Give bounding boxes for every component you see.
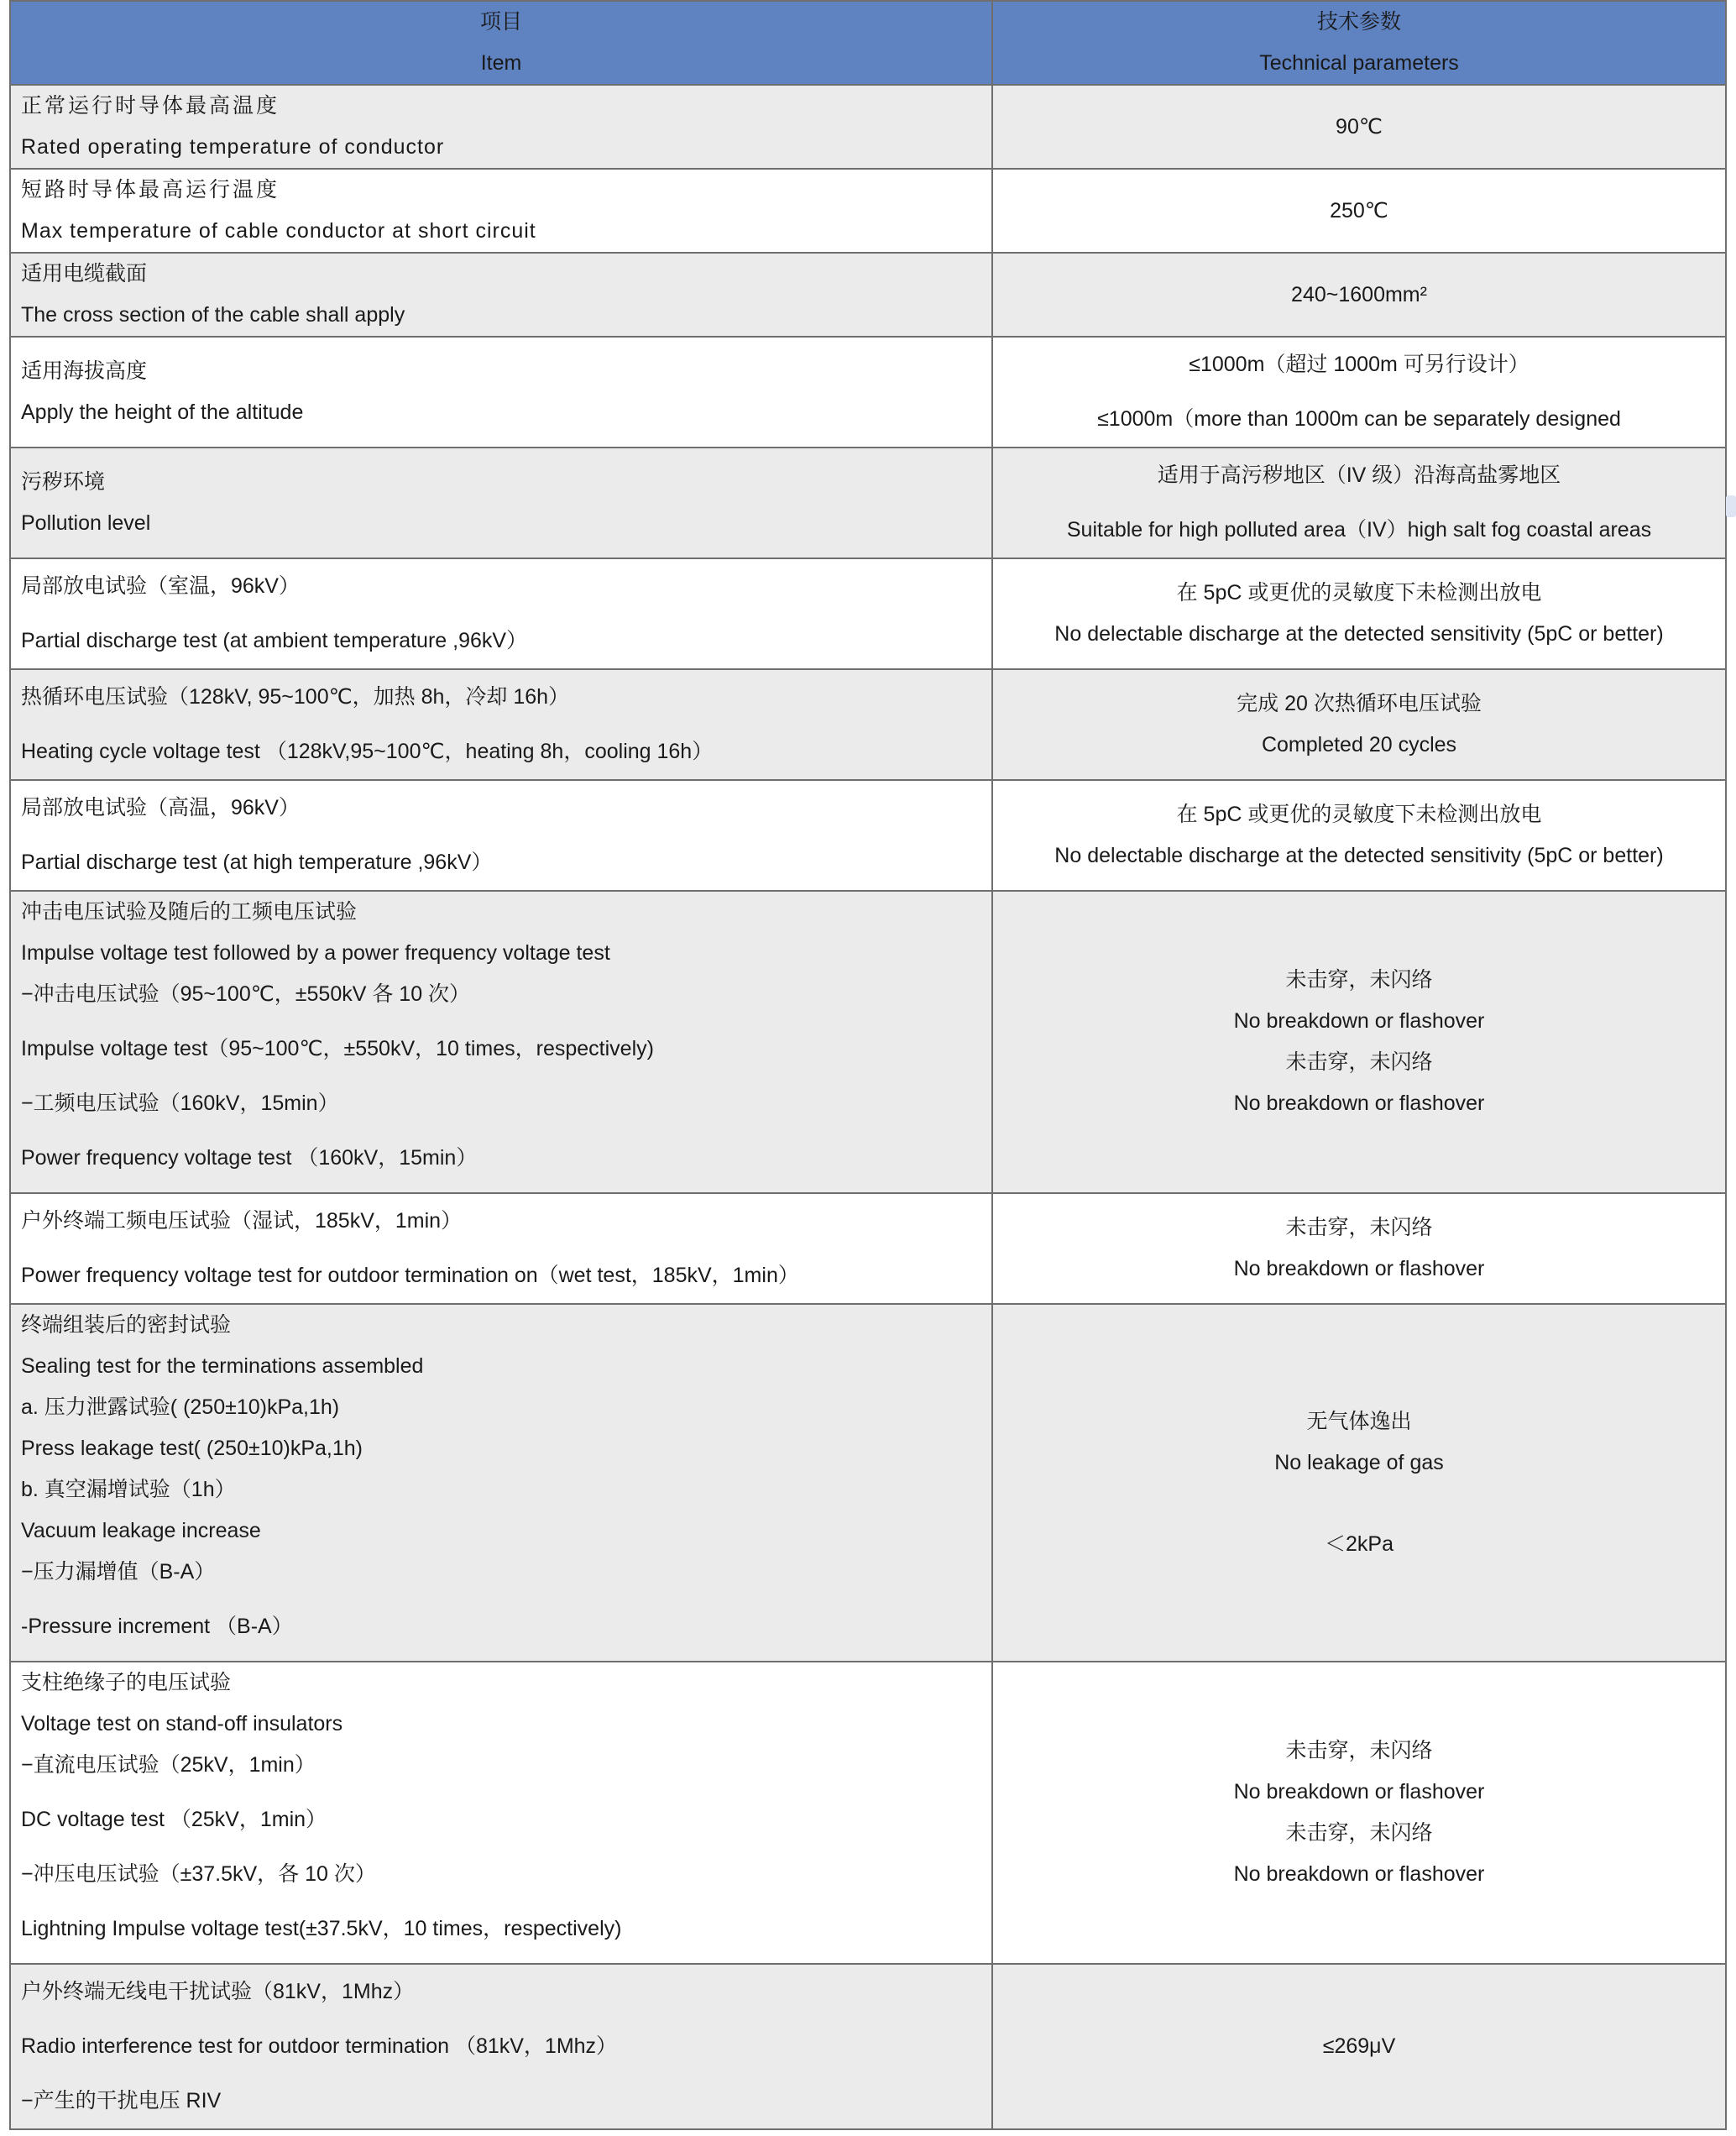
item-line: 局部放电试验（室温，96kV）	[21, 574, 300, 598]
technical-parameters-sheet	[9, 0, 1725, 2130]
param-line: 未击穿，未闪络	[1285, 1821, 1433, 1845]
param-cell	[992, 558, 1726, 669]
table-header-row	[10, 1, 1726, 85]
item-cell	[10, 891, 992, 1193]
item-line: Radio interference test for outdoor termination （81kV，1Mhz）	[21, 2034, 618, 2058]
item-line: Power frequency voltage test for outdoor termination on（wet test，185kV，1min）	[21, 1264, 799, 1287]
item-line: b. 真空漏增试验（1h）	[21, 1478, 236, 1501]
param-line: 未击穿，未闪络	[1285, 1050, 1433, 1074]
header-item	[10, 1, 992, 85]
param-line: No breakdown or flashover	[1233, 1092, 1485, 1115]
table-row	[10, 1304, 1726, 1662]
item-line: 终端组装后的密封试验	[21, 1313, 232, 1337]
item-line: Lightning Impulse voltage test(±37.5kV，10 times，respectively)	[21, 1917, 622, 1940]
item-line: Heating cycle voltage test （128kV,95~100℃，heating 8h，cooling 16h）	[21, 740, 714, 763]
item-line: 局部放电试验（高温，96kV）	[21, 796, 300, 819]
param-line: 在 5pC 或更优的灵敏度下未检测出放电	[1176, 581, 1542, 605]
param-line: 240~1600mm²	[1291, 282, 1427, 306]
item-line: Partial discharge test (at ambient temperature ,96kV）	[21, 629, 528, 652]
table-row	[10, 169, 1726, 253]
param-cell	[992, 1193, 1726, 1304]
param-line: No delectable discharge at the detected sensitivity (5pC or better)	[1054, 844, 1664, 867]
param-cell	[992, 1964, 1726, 2129]
param-line: Completed 20 cycles	[1261, 733, 1457, 756]
param-cell	[992, 253, 1726, 337]
param-line: 未击穿，未闪络	[1285, 968, 1433, 992]
header-param-cn: 技术参数	[1316, 10, 1401, 34]
item-cell	[10, 1964, 992, 2129]
item-cell	[10, 337, 992, 448]
item-line: Max temperature of cable conductor at short circuit	[21, 219, 536, 243]
item-line: −冲击电压试验（95~100℃，±550kV 各 10 次）	[21, 982, 471, 1006]
item-cell	[10, 1662, 992, 1964]
item-line: Pollution level	[21, 511, 151, 535]
page-edge-mark	[1726, 495, 1736, 517]
table-row	[10, 558, 1726, 669]
item-cell	[10, 780, 992, 891]
param-line: No delectable discharge at the detected sensitivity (5pC or better)	[1054, 622, 1664, 646]
param-cell	[992, 669, 1726, 780]
param-line: ≤269μV	[1322, 2034, 1396, 2058]
param-line: ≤1000m（more than 1000m can be separately designed	[1097, 407, 1621, 431]
item-cell	[10, 1304, 992, 1662]
param-line: 250℃	[1330, 198, 1388, 222]
item-line: Rated operating temperature of conductor	[21, 135, 445, 159]
param-line: 完成 20 次热循环电压试验	[1237, 692, 1482, 715]
item-cell	[10, 558, 992, 669]
param-line: No breakdown or flashover	[1233, 1862, 1485, 1886]
item-cell	[10, 253, 992, 337]
param-cell	[992, 780, 1726, 891]
param-line: 未击穿，未闪络	[1285, 1739, 1433, 1762]
param-line: No breakdown or flashover	[1233, 1009, 1485, 1033]
item-cell	[10, 1193, 992, 1304]
item-cell	[10, 169, 992, 253]
header-param-en: Technical parameters	[1259, 51, 1459, 75]
item-line: 户外终端无线电干扰试验（81kV，1Mhz）	[21, 1980, 415, 2003]
item-line: Apply the height of the altitude	[21, 400, 304, 424]
param-line: 适用于高污秽地区（IV 级）沿海高盐雾地区	[1157, 463, 1561, 487]
param-cell	[992, 169, 1726, 253]
param-cell	[992, 1662, 1726, 1964]
param-line: 无气体逸出	[1306, 1409, 1412, 1433]
item-line: Partial discharge test (at high temperature ,96kV）	[21, 851, 493, 874]
item-line: 户外终端工频电压试验（湿试，185kV，1min）	[21, 1209, 463, 1233]
item-line: -Pressure increment （B-A）	[21, 1615, 293, 1638]
header-item-cn: 项目	[479, 10, 522, 34]
item-line: −工频电压试验（160kV，15min）	[21, 1092, 339, 1115]
table-row	[10, 780, 1726, 891]
item-line: Power frequency voltage test （160kV，15min）	[21, 1146, 478, 1170]
item-line: −产生的干扰电压 RIV	[21, 2089, 222, 2112]
param-cell	[992, 337, 1726, 448]
table-row	[10, 253, 1726, 337]
item-line: 短路时导体最高运行温度	[21, 178, 280, 202]
item-cell	[10, 448, 992, 558]
param-line: 在 5pC 或更优的灵敏度下未检测出放电	[1176, 803, 1542, 826]
item-line: Impulse voltage test（95~100℃，±550kV，10 times，respectively)	[21, 1037, 654, 1060]
item-line: 冲击电压试验及随后的工频电压试验	[21, 900, 358, 924]
item-line: Press leakage test( (250±10)kPa,1h)	[21, 1437, 363, 1460]
item-line: DC voltage test （25kV，1min）	[21, 1808, 327, 1831]
item-line: 正常运行时导体最高温度	[21, 94, 280, 118]
param-line: Suitable for high polluted area（IV）high salt fog coastal areas	[1066, 518, 1652, 542]
param-line: 90℃	[1336, 114, 1383, 139]
item-line: −冲压电压试验（±37.5kV，各 10 次）	[21, 1862, 376, 1886]
technical-parameters-table	[9, 0, 1727, 2130]
param-line: No leakage of gas	[1274, 1450, 1444, 1474]
table-row	[10, 85, 1726, 169]
item-line: Vacuum leakage increase	[21, 1519, 261, 1542]
param-cell	[992, 448, 1726, 558]
item-line: −压力漏增值（B-A）	[21, 1560, 216, 1584]
item-line: The cross section of the cable shall apply	[21, 303, 405, 327]
param-line: ≤1000m（超过 1000m 可另行设计）	[1189, 353, 1529, 376]
item-line: 适用电缆截面	[21, 262, 148, 285]
param-cell	[992, 85, 1726, 169]
item-line: Impulse voltage test followed by a power frequency voltage test	[21, 941, 610, 965]
param-line: No breakdown or flashover	[1233, 1780, 1485, 1804]
item-cell	[10, 85, 992, 169]
table-row	[10, 1662, 1726, 1964]
param-cell	[992, 891, 1726, 1193]
param-line: ＜2kPa	[1325, 1531, 1394, 1556]
item-line: 污秽环境	[21, 470, 106, 494]
item-line: a. 压力泄露试验( (250±10)kPa,1h)	[21, 1395, 340, 1419]
item-line: Voltage test on stand-off insulators	[21, 1712, 343, 1736]
table-row	[10, 337, 1726, 448]
item-line: Sealing test for the terminations assembled	[21, 1354, 424, 1378]
item-line: 适用海拔高度	[21, 359, 148, 383]
table-row	[10, 891, 1726, 1193]
table-row	[10, 1193, 1726, 1304]
header-param	[992, 1, 1726, 85]
param-cell	[992, 1304, 1726, 1662]
param-line: 未击穿，未闪络	[1285, 1216, 1433, 1239]
table-row	[10, 669, 1726, 780]
item-line: 热循环电压试验（128kV, 95~100℃，加热 8h，冷却 16h）	[21, 685, 570, 709]
item-cell	[10, 669, 992, 780]
table-row	[10, 1964, 1726, 2129]
param-line: No breakdown or flashover	[1233, 1257, 1485, 1280]
item-line: 支柱绝缘子的电压试验	[21, 1671, 232, 1694]
header-item-en: Item	[480, 51, 522, 75]
table-row	[10, 448, 1726, 558]
item-line: −直流电压试验（25kV，1min）	[21, 1753, 316, 1777]
